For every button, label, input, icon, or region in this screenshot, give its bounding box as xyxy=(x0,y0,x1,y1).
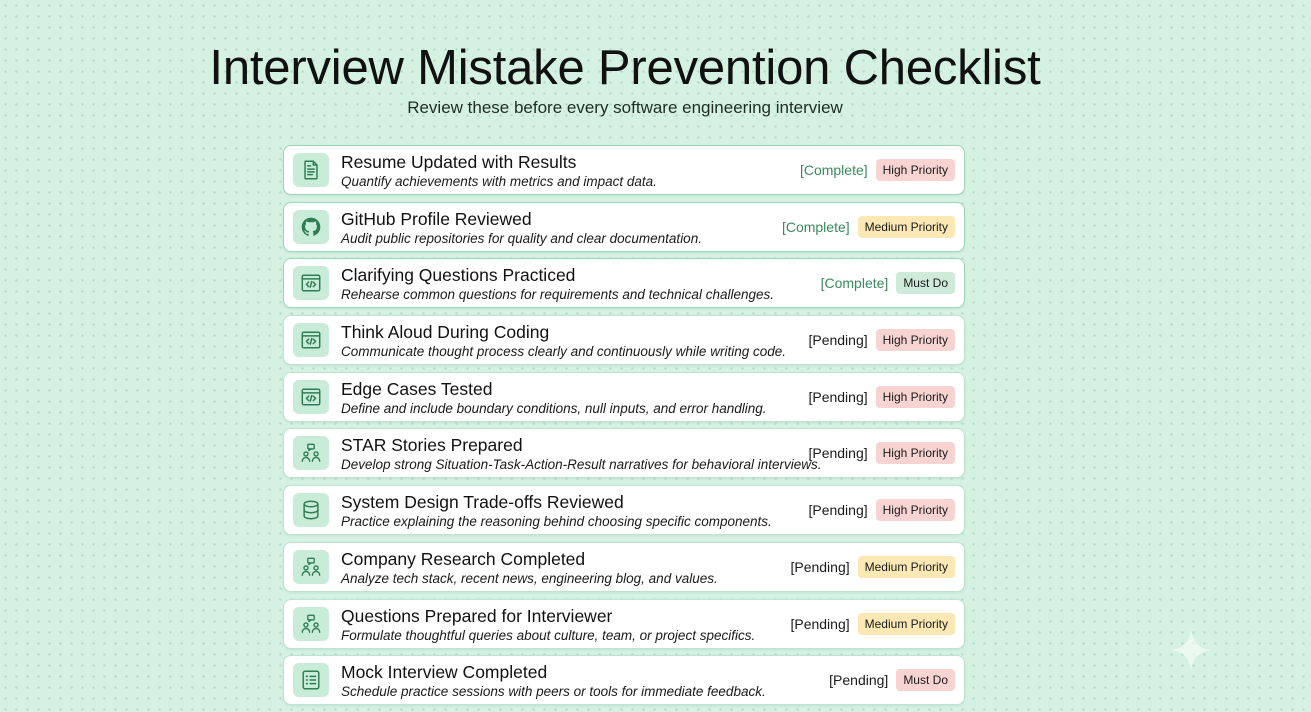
priority-badge: Must Do xyxy=(896,669,955,691)
status-label: [Pending] xyxy=(808,445,868,462)
item-meta xyxy=(790,556,955,578)
item-description: Define and include boundary conditions, null inputs, and error handling. xyxy=(341,400,767,416)
code-window-icon xyxy=(293,323,329,357)
people-icon xyxy=(293,550,329,584)
checklist-item-edge-cases[interactable] xyxy=(283,372,965,422)
item-title: GitHub Profile Reviewed xyxy=(341,208,532,229)
item-title: Questions Prepared for Interviewer xyxy=(341,605,613,626)
database-icon xyxy=(293,493,329,527)
item-description: Quantify achievements with metrics and impact data. xyxy=(341,174,657,189)
priority-badge: High Priority xyxy=(876,442,955,464)
item-title: Mock Interview Completed xyxy=(341,662,548,683)
status-label: [Complete] xyxy=(799,162,868,178)
status-label: [Complete] xyxy=(820,275,889,292)
checklist-item-system-design[interactable] xyxy=(283,485,965,535)
status-label: [Pending] xyxy=(808,502,868,519)
item-description: Analyze tech stack, recent news, engineering blog, and values. xyxy=(341,570,718,586)
item-meta xyxy=(808,386,955,408)
priority-badge: High Priority xyxy=(876,329,955,351)
priority-badge: Must Do xyxy=(896,272,955,294)
checklist-item-questions-for-interviewer[interactable] xyxy=(283,599,965,649)
item-title: Clarifying Questions Practiced xyxy=(341,265,576,286)
item-title: System Design Trade-offs Reviewed xyxy=(341,492,624,513)
item-title: Think Aloud During Coding xyxy=(341,322,550,343)
item-meta xyxy=(808,499,955,521)
page-subtitle: Review these before every software engineering interview xyxy=(407,98,843,117)
item-description: Communicate thought process clearly and continuously while writing code. xyxy=(341,344,786,360)
checklist xyxy=(283,145,965,712)
item-description: Develop strong Situation-Task-Action-Result narratives for behavioral interviews. xyxy=(341,457,822,473)
checklist-item-company-research[interactable] xyxy=(283,542,965,592)
item-title: Company Research Completed xyxy=(341,548,586,569)
status-label: [Pending] xyxy=(790,558,850,575)
checklist-item-github[interactable] xyxy=(283,202,965,252)
priority-badge: Medium Priority xyxy=(858,216,955,238)
checklist-item-clarifying-questions[interactable] xyxy=(283,258,965,308)
sparkle-icon xyxy=(1168,627,1214,673)
checklist-item-star-stories[interactable] xyxy=(283,428,965,478)
people-icon xyxy=(293,607,329,641)
item-meta xyxy=(821,272,955,294)
priority-badge: High Priority xyxy=(876,386,955,408)
item-meta xyxy=(782,216,955,238)
item-description: Practice explaining the reasoning behind choosing specific components. xyxy=(341,514,772,530)
item-meta xyxy=(790,613,955,635)
item-title: Resume Updated with Results xyxy=(341,152,577,172)
item-description: Schedule practice sessions with peers or tools for immediate feedback. xyxy=(341,684,766,700)
item-description: Formulate thoughtful queries about culture, team, or project specifics. xyxy=(341,627,756,643)
checklist-item-think-aloud[interactable] xyxy=(283,315,965,365)
checklist-item-mock-interview[interactable] xyxy=(283,655,965,705)
item-meta xyxy=(800,159,955,181)
item-title: STAR Stories Prepared xyxy=(341,435,523,456)
code-window-icon xyxy=(293,380,329,414)
checklist-item-resume[interactable] xyxy=(283,145,965,195)
priority-badge: High Priority xyxy=(876,159,955,181)
item-description: Audit public repositories for quality and clear documentation. xyxy=(341,230,702,246)
status-label: [Pending] xyxy=(808,332,868,349)
document-icon xyxy=(293,153,329,187)
checklist-icon xyxy=(293,663,329,697)
code-window-icon xyxy=(293,266,329,300)
status-label: [Pending] xyxy=(790,615,850,632)
item-meta xyxy=(829,669,955,691)
priority-badge: Medium Priority xyxy=(858,556,955,578)
status-label: [Pending] xyxy=(829,672,889,689)
item-meta xyxy=(808,329,955,351)
github-icon xyxy=(293,210,329,244)
priority-badge: Medium Priority xyxy=(858,613,955,635)
priority-badge: High Priority xyxy=(876,499,955,521)
page-title: Interview Mistake Prevention Checklist xyxy=(209,41,1041,95)
item-description: Rehearse common questions for requirements and technical challenges. xyxy=(341,287,774,303)
people-icon xyxy=(293,436,329,470)
status-label: [Pending] xyxy=(808,388,868,405)
item-title: Edge Cases Tested xyxy=(341,378,493,399)
item-meta xyxy=(808,442,955,464)
status-label: [Complete] xyxy=(781,218,850,235)
